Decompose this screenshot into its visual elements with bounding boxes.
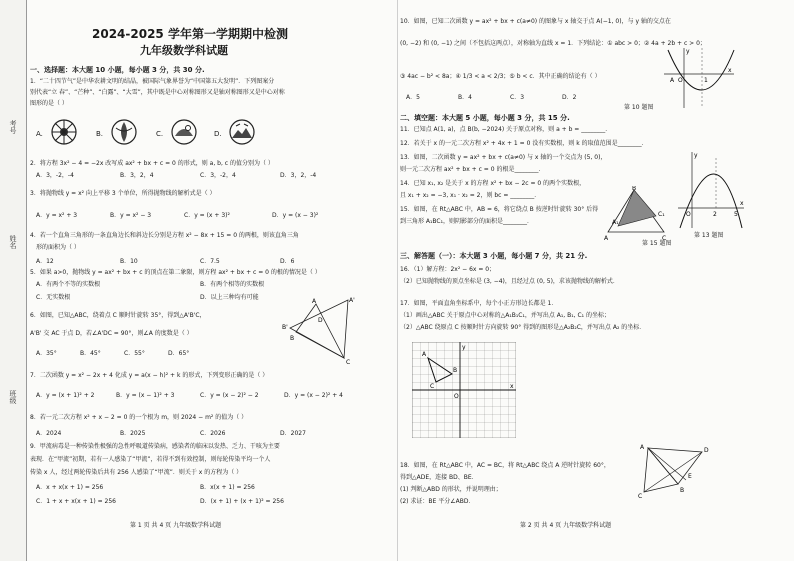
- fig18-label-b: B: [680, 487, 685, 494]
- fig15-caption: 第 15 题图: [642, 240, 672, 247]
- q6-opt-a: A．35°: [36, 350, 57, 357]
- figure-6-rotated-triangles: [282, 296, 362, 366]
- right-page-footer: 第 2 页 共 4 页 九年级数学科试题: [520, 522, 612, 529]
- q17-line3: （2）△ABC 绕原点 C 按顺时针方向旋转 90° 得到的图形是△A₂B₂C，并写出点 A₂ 的坐标．: [400, 324, 646, 331]
- q9-opt-d: D．(x + 1) + (x + 1)² = 256: [200, 498, 284, 505]
- q13-line2: 则一元二次方程 ax² + bx + c = 0 的根是________．: [400, 166, 545, 173]
- section2-header: 二、填空题：本大题 5 小题，每小题 3 分，共 15 分.: [400, 114, 570, 122]
- q8-opt-c: C．2026: [200, 430, 226, 437]
- fig10-label-x: x: [728, 67, 732, 74]
- q18-line4: (2) 求证：BE 平分∠ABD．: [400, 498, 475, 505]
- q6-opt-d: D．65°: [168, 350, 190, 357]
- name-label: 姓名: [9, 235, 17, 249]
- figure-17-coordinate-grid: [412, 342, 516, 438]
- fig15-label-b: B: [632, 186, 637, 192]
- q7-opt-d: D．y = (x − 2)² + 4: [284, 392, 343, 399]
- q17-line2: （1）画出△ABC 关于原点中心对称的△A₁B₁C₁，并写出点 A₁, B₁, C₁ 的坐标；: [400, 312, 610, 319]
- q4-opt-c: C．7.5: [200, 258, 220, 265]
- q3-opt-b: B．y = x² − 3: [110, 212, 152, 219]
- q16-line2: （2）已知抛物线的顶点坐标是 (3, −4)，且经过点 (0, 5)，求该抛物线的解析式．: [400, 278, 619, 285]
- fig6-label-a: A: [312, 298, 317, 305]
- fig17-label-y: y: [462, 344, 466, 351]
- dew-emblem-icon: [170, 118, 198, 146]
- q6-line1: 6．如图，已知△ABC，绕着点 C 顺时针旋转 35°，得到△A'B'C，: [30, 312, 206, 319]
- fig13-label-o: O: [686, 211, 691, 218]
- q2-opt-a: A．3，-2，-4: [36, 172, 74, 179]
- q3-opt-c: C．y = (x + 3)²: [184, 212, 230, 219]
- q4-opt-b: B．10: [120, 258, 138, 265]
- q10-line3: ③ 4ac − b² < 8a；④ 1/3 < a < 2/3；⑤ b < c．其中正确的结论有（ ）: [400, 73, 601, 80]
- q9-line3: 传染 x 人，经过两轮传染后共有 256 人感染了“甲流”．则关于 x 的方程为（ ）: [30, 469, 243, 476]
- q10-opt-c: C．3: [510, 94, 525, 101]
- q1-option-a-label: A.: [36, 130, 43, 138]
- fig6-label-d: D: [318, 317, 323, 324]
- q1-option-d-label: D.: [214, 130, 222, 138]
- q10-line2: (0, −2) 和 (0, −1) 之间（不包括这两点），对称轴为直线 x = 1．下列结论：① abc > 0；② 4a + 2b + c > 0；: [400, 40, 706, 47]
- q8-opt-b: B．2025: [120, 430, 146, 437]
- fig18-label-d: D: [704, 447, 709, 454]
- fig15-label-c: C: [662, 235, 667, 242]
- fig15-label-a: A: [604, 235, 609, 242]
- q10-opt-b: B．4: [458, 94, 472, 101]
- binding-margin: [0, 0, 27, 561]
- q10-line1: 10．如图，已知二次函数 y = ax² + bx + c(a≠0) 的图象与 x 轴交于点 A(−1, 0)，与 y 轴的交点在: [400, 18, 671, 25]
- fig17-label-x: x: [510, 383, 514, 390]
- q5-opt-a: A．有两个不等的实数根: [36, 281, 101, 288]
- figure-15-rotated-triangle: [604, 186, 670, 242]
- fig13-label-x: x: [740, 200, 744, 207]
- seat-label: 考号: [9, 120, 17, 134]
- q9-opt-a: A．x + x(x + 1) = 256: [36, 484, 104, 491]
- q16-line1: 16．（1）解方程：2x² − 6x = 0；: [400, 266, 496, 273]
- q14-line2: 且 x₁ + x₂ = −3, x₁ · x₂ = 2，则 bc = ________．: [400, 192, 541, 199]
- q9-opt-b: B．x(x + 1) = 256: [200, 484, 255, 491]
- exam-title: 2024-2025 学年第一学期期中检测: [92, 27, 288, 41]
- q6-line2: A'B' 交 AC 于点 D，若∠A'DC = 90°，则∠A 的度数是（ ）: [30, 330, 193, 337]
- q2-opt-d: D．3，2，-4: [280, 172, 317, 179]
- q6-opt-b: B．45°: [80, 350, 101, 357]
- fig18-label-c: C: [638, 493, 643, 500]
- fig10-label-a: A: [670, 77, 675, 84]
- fig17-label-b: B: [453, 367, 458, 374]
- fig6-label-a-prime: A': [349, 297, 355, 304]
- q1-line3: 图形的是（ ）: [30, 100, 68, 107]
- q10-opt-a: A．5: [406, 94, 420, 101]
- q18-line3: (1) 判断△ABD 的形状，并说明理由；: [400, 486, 502, 493]
- q10-opt-d: D．2: [562, 94, 577, 101]
- q11: 11．已知点 A(1, a)，点 B(b, −2024) 关于原点对称，则 a + b = ________．: [400, 126, 612, 133]
- section3-header: 三、解答题（一）：本大题 3 小题，每小题 7 分，共 21 分.: [400, 252, 588, 260]
- q3-line1: 3．将抛物线 y = x² 向上平移 3 个单位，所得抛物线的解析式是（ ）: [30, 190, 216, 197]
- q5-opt-c: C．无实数根: [36, 294, 71, 301]
- figure-13-parabola: [676, 150, 746, 230]
- q5-opt-d: D．以上三种均有可能: [200, 294, 259, 301]
- q12-line1: 12．若关于 x 的一元二次方程 x² + 4x + 1 = 0 没有实数根，则 k 的取值范围是________．: [400, 140, 648, 147]
- q8-opt-a: A．2024: [36, 430, 62, 437]
- q18-line2: 得到△ADE，连接 BD、BE．: [400, 474, 478, 481]
- fig13-label-5: 5: [734, 211, 738, 218]
- q18-line1: 18．如图，在 Rt△ABC 中，AC = BC，将 Rt△ABC 绕点 A 逆时针旋转 60°，: [400, 462, 610, 469]
- fig15-label-c1: C₁: [658, 211, 665, 218]
- fig13-label-2: 2: [713, 211, 717, 218]
- q1-option-c-label: C.: [156, 130, 164, 138]
- left-page-footer: 第 1 页 共 4 页 九年级数学科试题: [130, 522, 222, 529]
- q9-opt-c: C．1 + x + x(x + 1) = 256: [36, 498, 116, 505]
- fig15-label-a1: A₁: [612, 219, 619, 226]
- fig18-label-a: A: [640, 444, 645, 451]
- class-label: 班级: [9, 390, 17, 404]
- q7-opt-b: B．y = (x − 1)² + 3: [116, 392, 175, 399]
- fig6-label-b: B: [290, 335, 295, 342]
- q3-opt-d: D．y = (x − 3)²: [272, 212, 319, 219]
- fig17-label-a: A: [422, 351, 427, 358]
- grain-emblem-icon: [110, 118, 138, 146]
- q9-line2: 表现．在“甲流”初期，若有一人感染了“甲流”，若得不到有效控制，则每轮传染平均一个人: [30, 456, 271, 463]
- section1-header: 一、选择题：本大题 10 小题，每小题 3 分，共 30 分.: [30, 66, 205, 74]
- fig10-caption: 第 10 题图: [624, 104, 654, 111]
- fig10-label-1: 1: [704, 77, 708, 84]
- fig10-label-o: O: [678, 77, 683, 84]
- q7-opt-c: C．y = (x − 2)² − 2: [200, 392, 259, 399]
- fig13-caption: 第 13 题图: [694, 232, 724, 239]
- fig18-label-e: E: [688, 473, 692, 480]
- q2-opt-b: B．3，2，4: [120, 172, 154, 179]
- q14-line1: 14．已知 x₁, x₂ 是关于 x 的方程 x² + bx − 2c = 0 的两个实数根，: [400, 180, 586, 187]
- q17-line1: 17．如图，平面直角坐标系中，每个小正方形边长都是 1．: [400, 300, 558, 307]
- fig6-label-b-prime: B': [282, 324, 288, 331]
- q7-opt-a: A．y = (x + 1)² + 2: [36, 392, 95, 399]
- right-page: [398, 0, 794, 561]
- q13-line1: 13．如图，二次函数 y = ax² + bx + c(a≠0) 与 x 轴的一个交点为 (5, 0)，: [400, 154, 607, 161]
- figure-10-parabola: [662, 46, 736, 110]
- fig13-label-y: y: [694, 152, 698, 159]
- q8-line1: 8．若一元二次方程 x² + x − 2 = 0 的一个根为 m，则 2024 − m² 的值为（ ）: [30, 414, 248, 421]
- q1-line2: 别代表“立 春”、“芒种”、“白露”、“大雪”，其中既是中心对称图形又是轴对称图形又是中心对称: [30, 89, 285, 96]
- q4-opt-a: A．12: [36, 258, 54, 265]
- q5-opt-b: B．有两个相等的实数根: [200, 281, 265, 288]
- q9-line1: 9．甲流病毒是一种传染性极强的急性呼吸道传染病，感染者的临床以发热、乏力、干咳为主要: [30, 443, 280, 450]
- q2-opt-c: C．3，-2，4: [200, 172, 236, 179]
- fig17-label-o: O: [454, 393, 459, 400]
- q8-opt-d: D．2027: [280, 430, 306, 437]
- figure-18-rotated-right-triangle: [638, 440, 710, 500]
- q1-option-b-label: B.: [96, 130, 104, 138]
- q5-line1: 5．如果 a>0，抛物线 y = ax² + bx + c 的顶点在第二象限，则方程 ax² + bx + c = 0 的根的情况是（ ）: [30, 269, 321, 276]
- fig6-label-c: C: [346, 359, 351, 366]
- q7-line1: 7．二次函数 y = x² − 2x + 4 化成 y = a(x − h)² + k 的形式，下列变形正确的是（ ）: [30, 372, 269, 379]
- q4-opt-d: D．6: [280, 258, 295, 265]
- q1-line1: 1．“二十四节气”是中华农耕文明的结晶，被国际气象界誉为“中国第五大发明”．下列图案分: [30, 78, 275, 85]
- q3-opt-a: A．y = x² + 3: [36, 212, 78, 219]
- q15-line2: 到三角形 A₁BC₁，则阴影部分的面积是________．: [400, 218, 534, 225]
- q15-line1: 15．如图，在 Rt△ABC 中，AB = 6，将它绕点 B 按逆时针旋转 30° 后得: [400, 206, 599, 213]
- q4-line2: 形的面积为（ ）: [36, 244, 80, 251]
- snow-emblem-icon: [228, 118, 256, 146]
- fig17-label-c: C: [430, 383, 435, 390]
- fig10-label-y: y: [686, 48, 690, 55]
- exam-subtitle: 九年级数学科试题: [140, 44, 228, 57]
- q2-line1: 2．将方程 3x² − 4 = −2x 改写成 ax² + bx + c = 0 的形式，则 a, b, c 的值分别为（ ）: [30, 160, 274, 167]
- q4-line1: 4．若一个直角三角形的一条直角边长和斜边长分别是方程 x² − 8x + 15 = 0 的两根，则该直角三角: [30, 232, 299, 239]
- q6-opt-c: C．55°: [124, 350, 145, 357]
- spring-emblem-icon: [50, 118, 78, 146]
